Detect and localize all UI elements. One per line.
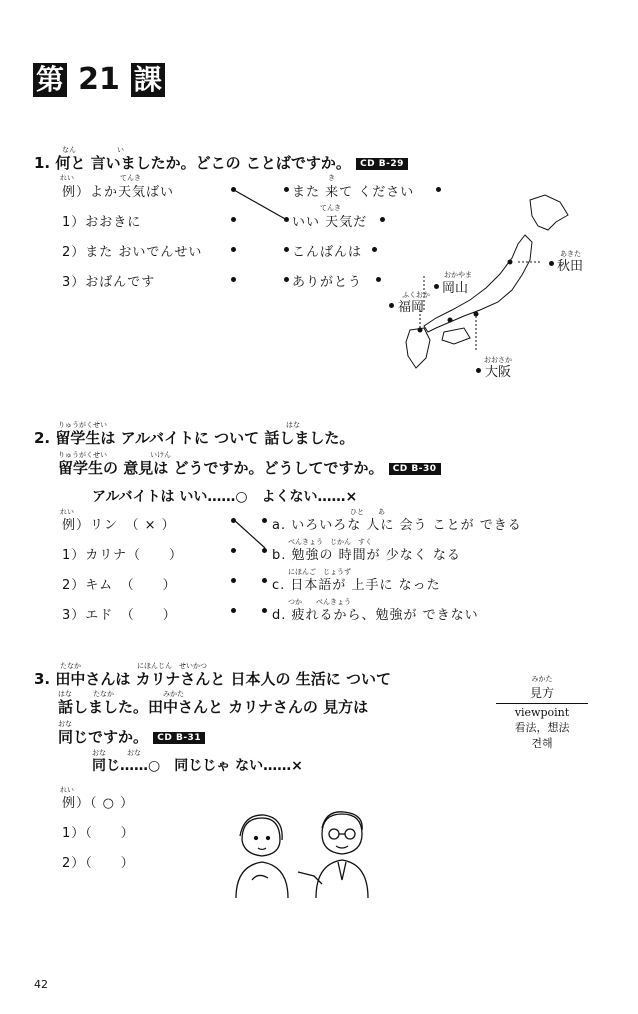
akita-ruby: あきた	[560, 250, 581, 258]
q2-ruby-line2b: いけん	[150, 451, 171, 459]
vocab-zh: 看法，想法	[514, 721, 570, 734]
vocab-ruby: みかた	[531, 675, 553, 683]
q2-ruby-line1: りゅうがくせい	[58, 421, 107, 429]
q2-right-item-1: b. 勉強の 時間が 少なく なる	[272, 548, 461, 563]
q2-right-dot-2[interactable]	[262, 578, 267, 583]
q2-cd-badge: CD B-30	[389, 463, 441, 475]
vocab-ko: 견해	[531, 737, 553, 750]
q2-line2: 留学生の 意見は どうですか。どうしてですか。	[58, 459, 384, 477]
q1-right-item-0: また 来て ください	[292, 185, 415, 200]
q2-heading-line1	[34, 427, 354, 448]
q1-right-item-3: ありがとう	[292, 275, 363, 290]
q3-cd-badge: CD B-31	[153, 732, 205, 744]
q2-right-item-3: d. 疲れるから、勉強が できない	[272, 608, 479, 623]
q1-left-item-0: 例）よか天気ばい	[62, 185, 175, 200]
q2-right-dot-0[interactable]	[262, 518, 267, 523]
conversation-illustration	[222, 810, 382, 900]
label-osaka: 大阪	[485, 365, 512, 380]
q1-left-ruby: てんき	[120, 174, 141, 182]
lesson-number: 21	[78, 62, 120, 97]
woman-body	[236, 862, 288, 898]
vocab-word: 見方	[529, 686, 554, 700]
q2-heading-line2	[58, 457, 441, 478]
q2-right-ruby-0: ひと あ	[350, 508, 385, 516]
q1-cd-badge: CD B-29	[356, 158, 408, 170]
q1-right-item-2: こんばんは	[292, 245, 363, 260]
q1-ruby-nan: なん	[62, 146, 76, 154]
woman-arm	[252, 875, 268, 880]
woman-head	[242, 818, 280, 856]
q2-right-ruby-1: べんきょう じかん すく	[288, 538, 372, 546]
q3-item-2: 2）（ ）	[62, 856, 135, 871]
shikoku-shape	[442, 328, 470, 344]
man-glasses-left	[329, 829, 339, 839]
q2-right-item-0: a. いろいろな 人に 会う ことが できる	[272, 518, 522, 533]
vocab-box	[496, 674, 588, 751]
q2-right-dot-3[interactable]	[262, 608, 267, 613]
q3-line3: 同じですか。	[58, 728, 149, 746]
okayama-ruby: おかやま	[444, 271, 472, 279]
q3-ruby-line1: たなか にほんじん せいかつ	[60, 662, 207, 670]
vocab-en: viewpoint	[514, 706, 570, 719]
honshu-shape	[424, 235, 532, 332]
q2-rule: アルバイトは いい……○ よくない……×	[92, 489, 358, 505]
q3-rule-ruby: おな おな	[92, 749, 141, 757]
q1-right-item-1: いい 天気だ	[292, 215, 368, 230]
man-mouth	[336, 846, 348, 848]
q2-example-line	[234, 520, 265, 548]
q2-right-ruby-2: にほんご じょうず	[288, 568, 351, 576]
lesson-kanji-left: 第	[33, 63, 67, 97]
q2-left-item-1: 1）カリナ（ ）	[62, 548, 184, 563]
vocab-divider	[496, 703, 588, 704]
fukuoka-dot	[389, 303, 394, 308]
akita-dot	[549, 261, 554, 266]
q3-heading-line1	[34, 668, 391, 689]
man-tie	[338, 862, 346, 880]
q3-number: 3.	[34, 670, 51, 688]
q3-line1: 田中さんは カリナさんと 日本人の 生活に ついて	[55, 670, 391, 688]
osaka-dot	[476, 368, 481, 373]
label-okayama: 岡山	[442, 281, 469, 296]
q3-rule: 同じ……○ 同じじゃ ない……×	[92, 758, 303, 774]
q2-left-dot-0[interactable]	[231, 518, 236, 523]
q2-example-ruby: れい	[60, 508, 74, 516]
kyushu-shape	[406, 328, 430, 368]
q2-left-dot-3[interactable]	[231, 608, 236, 613]
q1-number: 1.	[34, 154, 51, 172]
q2-number: 2.	[34, 429, 51, 447]
japan-map	[380, 180, 580, 380]
q2-ruby-line2: りゅうがくせい	[58, 451, 107, 459]
woman-hair	[240, 815, 282, 840]
q3-example-ruby: れい	[60, 786, 74, 794]
q3-heading-line3	[58, 726, 205, 747]
q1-left-item-2: 2）また おいでんせい	[62, 245, 203, 260]
q2-right-ruby-3: つか べんきょう	[288, 598, 351, 606]
page-number: 42	[34, 978, 48, 991]
osaka-ruby: おおさか	[484, 356, 512, 364]
q3-line2: 話しました。田中さんと カリナさんの 見方は	[58, 698, 369, 716]
q1-example-ruby: れい	[60, 174, 74, 182]
q1-question: 何と 言いましたか。どこの ことばですか。	[55, 154, 351, 172]
q3-item-1: 1）（ ）	[62, 826, 135, 841]
q2-left-item-2: 2）キム （ ）	[62, 578, 177, 593]
q2-right-dot-1[interactable]	[262, 548, 267, 553]
q1-right-ruby-0: き	[328, 174, 335, 182]
q2-left-dot-1[interactable]	[231, 548, 236, 553]
q2-left-dot-2[interactable]	[231, 578, 236, 583]
woman-mouth	[258, 848, 266, 850]
label-fukuoka: 福岡	[398, 300, 425, 315]
q1-ruby-i: い	[117, 146, 124, 154]
hokkaido-shape	[530, 195, 568, 230]
q1-example-line	[234, 190, 287, 220]
q2-right-item-2: c. 日本語が 上手に なった	[272, 578, 441, 593]
q3-ruby-line3: おな	[58, 720, 72, 728]
q1-left-item-1: 1）おおきに	[62, 215, 142, 230]
q3-item-0: 例）（ ○ ）	[62, 796, 135, 811]
label-akita: 秋田	[557, 259, 584, 274]
q1-left-item-3: 3）おばんです	[62, 275, 156, 290]
man-glasses-right	[345, 829, 355, 839]
lesson-kanji-right: 課	[131, 63, 165, 97]
fukuoka-ruby: ふくおか	[402, 291, 430, 299]
q3-ruby-line2: はな たなか みかた	[58, 690, 184, 698]
q1-right-ruby-1: てんき	[320, 204, 341, 212]
okayama-dot	[434, 284, 439, 289]
q2-ruby-line1b: はな	[286, 421, 300, 429]
q2-left-item-3: 3）エド （ ）	[62, 608, 177, 623]
q2-left-item-0: 例）リン （ × ）	[62, 518, 176, 533]
q2-line1: 留学生は アルバイトに ついて 話しました。	[55, 429, 355, 447]
